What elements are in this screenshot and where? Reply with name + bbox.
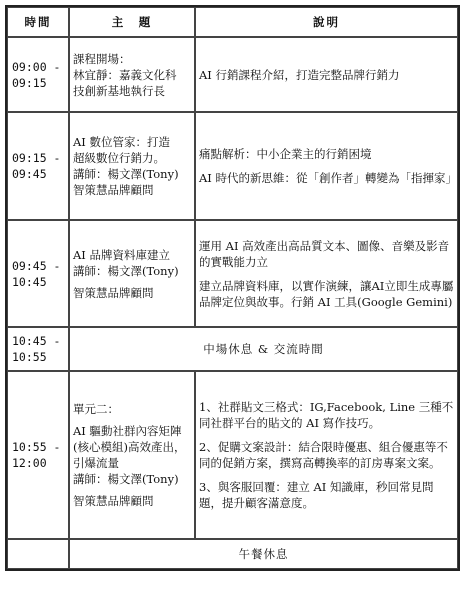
topic-line: 講師：楊文澤(Tony) [73, 472, 179, 486]
description-line: AI 時代的新思維：從「創作者」轉變為「指揮家」 [199, 171, 458, 185]
description-cell [195, 220, 458, 327]
topic-line: 單元二： [73, 402, 119, 416]
topic-line: 講師：楊文澤(Tony) [73, 263, 179, 278]
time-cell [7, 37, 69, 112]
time-start: 09:15 - [12, 151, 61, 165]
time-end: 09:45 [12, 167, 47, 181]
time-end: 10:45 [12, 274, 47, 289]
topic-line: 智策慧品牌顧問 [73, 183, 154, 197]
description-line: 運用 AI 高效產出高品質文本、圖像、音樂及影音的實戰能力立 [199, 238, 450, 269]
topic-line: 課程開場： [73, 51, 131, 66]
header-row [7, 7, 458, 37]
time-start: 10:55 - [12, 440, 61, 454]
description-cell [195, 371, 458, 539]
time-cell [7, 371, 69, 539]
break-row [7, 327, 458, 371]
description-line: 2、促購文案設計：結合限時優惠、組合優惠等不同的促銷方案，撰寫高轉換率的訂房專案文案。 [199, 440, 448, 470]
topic-line: AI 品牌資料庫建立 [73, 247, 171, 262]
lunch-row [7, 539, 458, 569]
topic-line: 林宜靜：嘉義文化科 [73, 67, 177, 82]
header-time: 時間 [7, 7, 69, 37]
topic-cell [69, 112, 195, 220]
header-description: 說明 [195, 7, 458, 37]
topic-line: 超級數位行銷力。 [73, 151, 165, 165]
time-end: 09:15 [12, 75, 47, 90]
description-line: 痛點解析：中小企業主的行銷困境 [199, 147, 372, 161]
schedule-row [7, 220, 458, 327]
break-label: 中場休息 & 交流時間 [69, 327, 458, 371]
description-line: AI 行銷課程介紹，打造完整品牌行銷力 [199, 67, 400, 82]
time-cell [7, 112, 69, 220]
time-start: 10:45 - [12, 334, 61, 348]
schedule-row [7, 37, 458, 112]
time-start: 09:45 - [12, 258, 61, 273]
header-topic: 主 題 [69, 7, 195, 37]
schedule-page [5, 5, 456, 571]
description-line: 1、社群貼文三格式：IG,Facebook, Line 三種不同社群平台的貼文的 AI 寫作技巧。 [199, 400, 454, 430]
time-cell [7, 220, 69, 327]
time-cell [7, 539, 69, 569]
schedule-row [7, 112, 458, 220]
topic-cell [69, 37, 195, 112]
topic-line: 技創新基地執行長 [73, 83, 165, 98]
time-start: 09:00 - [12, 59, 61, 74]
topic-line: AI 數位管家：打造 [73, 135, 171, 149]
topic-cell [69, 371, 195, 539]
time-cell [7, 327, 69, 371]
description-cell [195, 37, 458, 112]
schedule-table [5, 5, 460, 571]
time-end: 10:55 [12, 350, 47, 364]
lunch-label: 午餐休息 [69, 539, 458, 569]
topic-line: 智策慧品牌顧問 [73, 494, 154, 508]
description-cell [195, 112, 458, 220]
time-end: 12:00 [12, 456, 47, 470]
topic-line: AI 驅動社群內容矩陣(核心模組)高效產出，引爆流量 [73, 424, 186, 470]
topic-cell [69, 220, 195, 327]
topic-line: 講師：楊文澤(Tony) [73, 167, 179, 181]
description-line: 3、與客服回覆：建立 AI 知識庫，秒回常見問題，提升顧客滿意度。 [199, 480, 434, 510]
description-line: 建立品牌資料庫，以實作演練，讓AI立即生成專屬品牌定位與故事。行銷 AI 工具(Google Gemini) [199, 278, 454, 309]
topic-line: 智策慧品牌顧問 [73, 285, 154, 300]
schedule-row [7, 371, 458, 539]
